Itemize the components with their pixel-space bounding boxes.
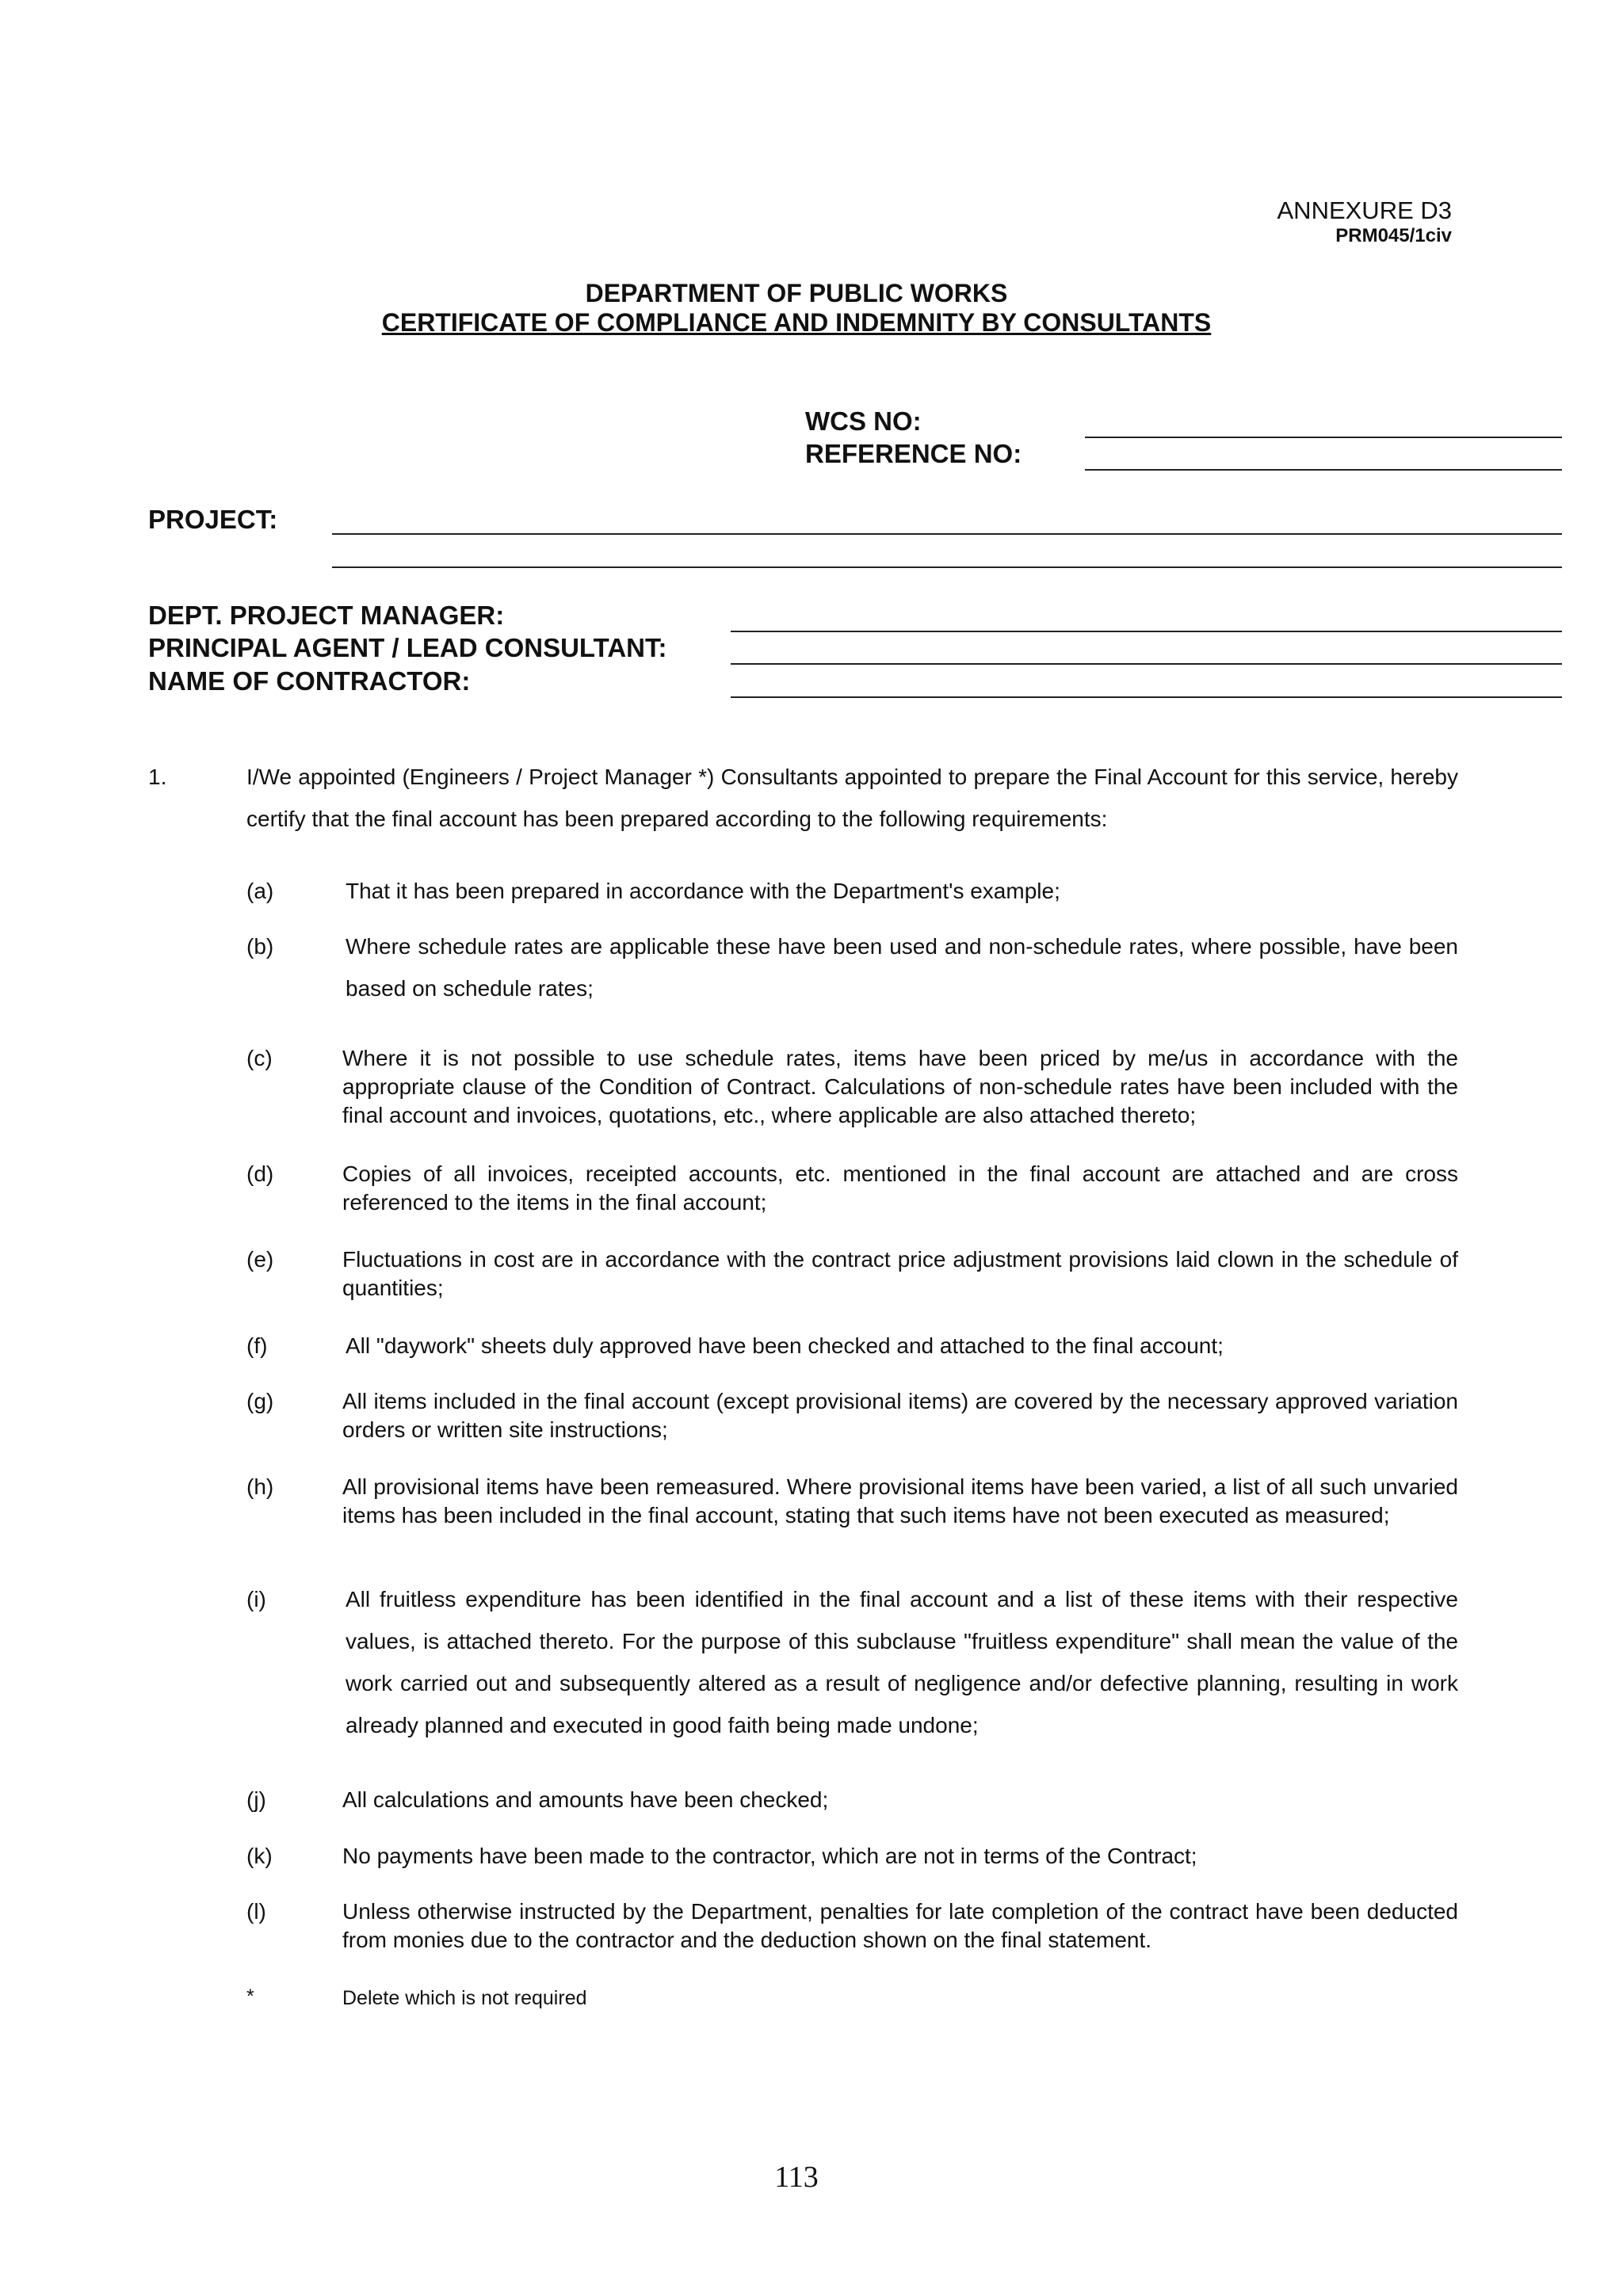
clause-d [246, 1160, 1458, 1217]
clause-e [246, 1245, 1458, 1302]
project-line-1[interactable] [332, 533, 1562, 535]
footnote-mark: * [246, 1985, 254, 2008]
section-text: I/We appointed (Engineers / Project Manager *) Consultants appointed to prepare the Final Account for this service, hereby certify that the final account has been prepared according to the following requirements: [246, 765, 1458, 831]
clause-key: (e) [246, 1247, 274, 1272]
footnote-text: Delete which is not required [342, 1987, 587, 2009]
clause-key: (d) [246, 1161, 274, 1186]
clause-a [246, 870, 1458, 912]
clause-text: All items included in the final account (except provisional items) are covered by the necessary approved variation orders or written site instructions; [342, 1389, 1458, 1442]
clause-text: That it has been prepared in accordance with the Department's example; [346, 879, 1060, 903]
clause-text: All fruitless expenditure has been identified in the final account and a list of these items with their respective values, is attached thereto. For the purpose of this subclause "fruitless expenditure" shall mean the value of the work carried out and subsequently altered as a result of negligence and/or defective planning, resulting in work already planned and executed in good faith being made undone; [346, 1587, 1458, 1737]
certificate-title: CERTIFICATE OF COMPLIANCE AND INDEMNITY BY CONSULTANTS [381, 308, 1212, 337]
principal-agent-line[interactable] [731, 663, 1562, 665]
clause-k [246, 1842, 1458, 1871]
form-code: PRM045/1civ [1335, 225, 1452, 246]
clause-i [246, 1578, 1458, 1746]
clause-j [246, 1786, 1458, 1814]
clause-key: (h) [246, 1474, 274, 1499]
wcs-no-label: WCS NO: [805, 406, 922, 436]
clause-b [246, 925, 1458, 1009]
principal-agent-label: PRINCIPAL AGENT / LEAD CONSULTANT: [148, 633, 667, 662]
clause-c [246, 1044, 1458, 1130]
project-label: PROJECT: [148, 505, 278, 534]
annexure-label: ANNEXURE D3 [1277, 196, 1452, 224]
clause-key: (g) [246, 1389, 274, 1413]
section-number: 1. [148, 765, 167, 789]
name-of-contractor-label: NAME OF CONTRACTOR: [148, 666, 471, 696]
clause-text: All "daywork" sheets duly approved have been checked and attached to the final account; [346, 1333, 1224, 1358]
clause-text: All calculations and amounts have been checked; [342, 1787, 829, 1812]
clause-g [246, 1387, 1458, 1444]
clause-text: No payments have been made to the contractor, which are not in terms of the Contract; [342, 1844, 1197, 1868]
clause-key: (l) [246, 1899, 266, 1924]
clause-key: (f) [246, 1333, 268, 1358]
dept-project-manager-line[interactable] [731, 631, 1562, 632]
name-of-contractor-line[interactable] [731, 696, 1562, 698]
clause-key: (a) [246, 879, 274, 903]
clause-key: (k) [246, 1844, 273, 1868]
annexure-header [1277, 196, 1453, 247]
reference-no-line[interactable] [1085, 469, 1562, 471]
dept-project-manager-label: DEPT. PROJECT MANAGER: [148, 601, 505, 630]
department-heading: DEPARTMENT OF PUBLIC WORKS [585, 279, 1008, 307]
clause-text: Where schedule rates are applicable these have been used and non-schedule rates, where possible, have been based on schedule rates; [346, 934, 1458, 1001]
page-number: 113 [774, 2161, 819, 2194]
clause-text: Copies of all invoices, receipted accounts, etc. mentioned in the final account are attached and are cross referenced to the items in the final account; [342, 1161, 1458, 1215]
clause-h [246, 1473, 1458, 1558]
clause-key: (c) [246, 1046, 273, 1070]
clause-f [246, 1332, 1458, 1360]
project-line-2[interactable] [332, 566, 1562, 568]
clause-key: (b) [246, 934, 274, 959]
clause-key: (i) [246, 1587, 266, 1611]
clause-l [246, 1897, 1458, 1955]
clause-text: Fluctuations in cost are in accordance with the contract price adjustment provisions laid clown in the schedule of quantities; [342, 1247, 1458, 1300]
clause-key: (j) [246, 1787, 266, 1812]
wcs-no-line[interactable] [1085, 437, 1562, 438]
clause-text: Unless otherwise instructed by the Department, penalties for late completion of the contract have been deducted from monies due to the contractor and the deduction shown on the final statement. [342, 1899, 1458, 1952]
clause-text: All provisional items have been remeasured. Where provisional items have been varied, a list of all such unvaried items has been included in the final account, stating that such items have not been executed as measured; [342, 1474, 1458, 1527]
reference-no-label: REFERENCE NO: [805, 439, 1022, 468]
clause-text: Where it is not possible to use schedule rates, items have been priced by me/us in accordance with the appropriate clause of the Condition of Contract. Calculations of non-schedule rates have been included with the final account and invoices, quotations, etc., where applicable are also attached thereto; [342, 1046, 1458, 1127]
